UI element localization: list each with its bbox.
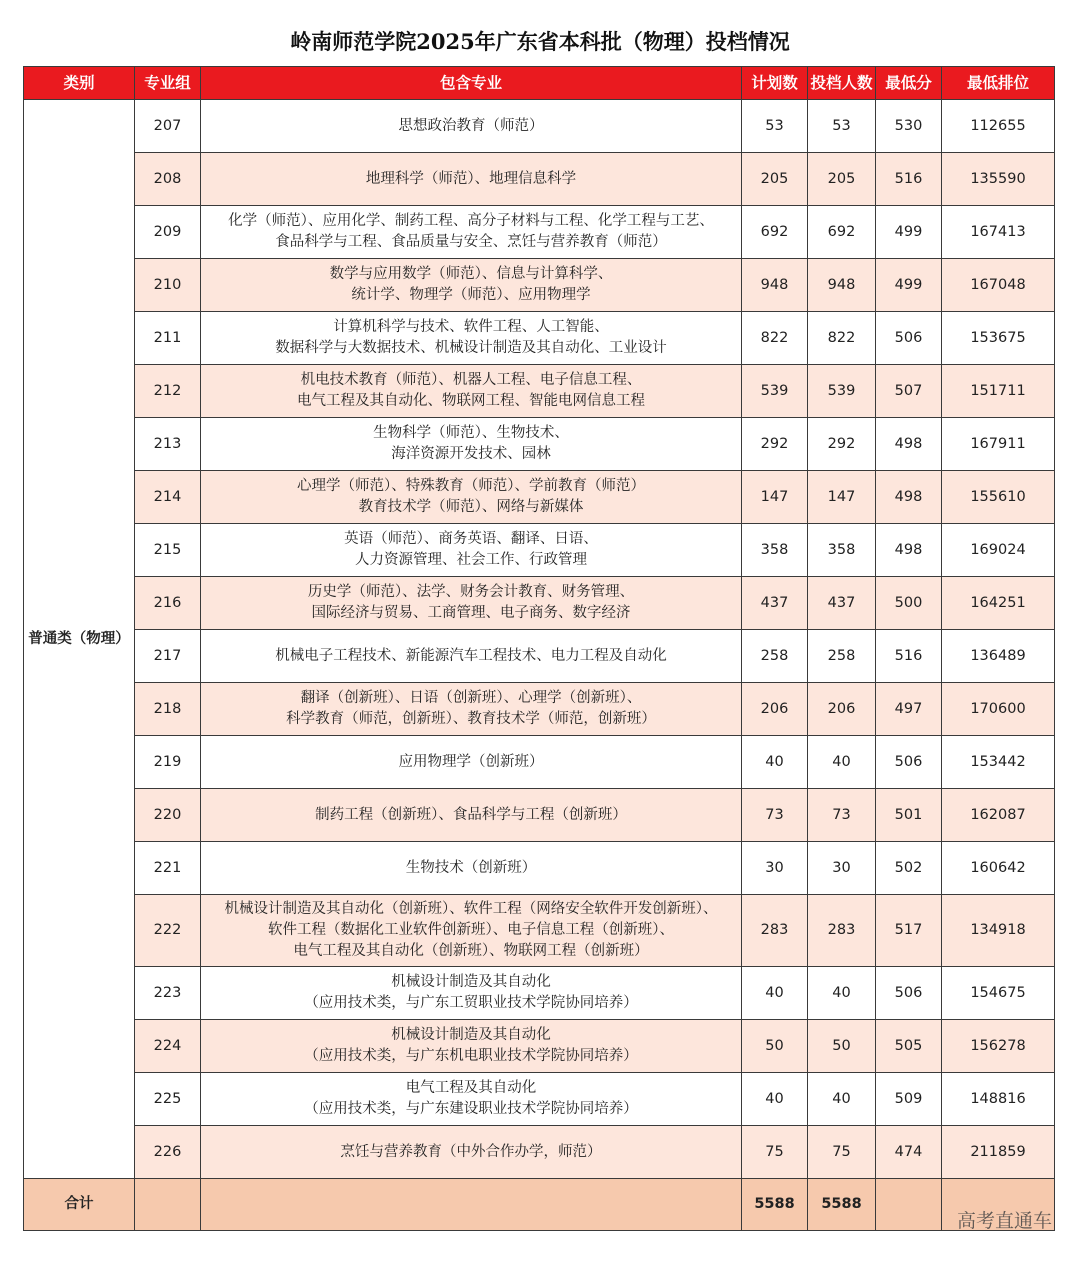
plan-cell: 206	[742, 683, 808, 736]
admitted-cell: 283	[808, 895, 876, 967]
min-rank-cell: 153675	[942, 312, 1055, 365]
majors-cell: 生物技术（创新班）	[201, 842, 742, 895]
header-group: 专业组	[135, 67, 201, 100]
min-rank-cell: 155610	[942, 471, 1055, 524]
admitted-cell: 822	[808, 312, 876, 365]
total-plan: 5588	[742, 1179, 808, 1231]
plan-cell: 53	[742, 100, 808, 153]
plan-cell: 73	[742, 789, 808, 842]
min-score-cell: 502	[876, 842, 942, 895]
plan-cell: 205	[742, 153, 808, 206]
admission-table	[23, 66, 1055, 1231]
plan-cell: 292	[742, 418, 808, 471]
min-rank-cell: 167413	[942, 206, 1055, 259]
group-cell: 208	[135, 153, 201, 206]
admitted-cell: 205	[808, 153, 876, 206]
group-cell: 212	[135, 365, 201, 418]
table-row	[24, 524, 1055, 577]
table-row	[24, 789, 1055, 842]
plan-cell: 692	[742, 206, 808, 259]
total-empty-group	[135, 1179, 201, 1231]
min-score-cell: 516	[876, 630, 942, 683]
admitted-cell: 40	[808, 1073, 876, 1126]
table-row	[24, 577, 1055, 630]
min-rank-cell: 156278	[942, 1020, 1055, 1073]
min-rank-cell: 167911	[942, 418, 1055, 471]
table-row	[24, 471, 1055, 524]
header-majors: 包含专业	[201, 67, 742, 100]
min-rank-cell: 167048	[942, 259, 1055, 312]
table-row	[24, 312, 1055, 365]
majors-cell: 心理学（师范）、特殊教育（师范）、学前教育（师范） 教育技术学（师范）、网络与新媒体	[201, 471, 742, 524]
admitted-cell: 692	[808, 206, 876, 259]
majors-cell: 烹饪与营养教育（中外合作办学，师范）	[201, 1126, 742, 1179]
group-cell: 224	[135, 1020, 201, 1073]
min-score-cell: 499	[876, 206, 942, 259]
group-cell: 225	[135, 1073, 201, 1126]
majors-cell: 翻译（创新班）、日语（创新班）、心理学（创新班）、 科学教育（师范，创新班）、教育技术学（师范，创新班）	[201, 683, 742, 736]
min-score-cell: 500	[876, 577, 942, 630]
table-row	[24, 967, 1055, 1020]
table-row	[24, 100, 1055, 153]
group-cell: 213	[135, 418, 201, 471]
min-rank-cell: 136489	[942, 630, 1055, 683]
header-min-rank: 最低排位	[942, 67, 1055, 100]
min-score-cell: 498	[876, 524, 942, 577]
table-row	[24, 206, 1055, 259]
group-cell: 210	[135, 259, 201, 312]
group-cell: 222	[135, 895, 201, 967]
plan-cell: 539	[742, 365, 808, 418]
min-score-cell: 506	[876, 736, 942, 789]
table-row	[24, 153, 1055, 206]
group-cell: 209	[135, 206, 201, 259]
min-score-cell: 497	[876, 683, 942, 736]
admitted-cell: 53	[808, 100, 876, 153]
table-header-row	[24, 67, 1055, 100]
majors-cell: 机械设计制造及其自动化 （应用技术类，与广东工贸职业技术学院协同培养）	[201, 967, 742, 1020]
admitted-cell: 948	[808, 259, 876, 312]
admitted-cell: 258	[808, 630, 876, 683]
majors-cell: 化学（师范）、应用化学、制药工程、高分子材料与工程、化学工程与工艺、 食品科学与工程、食品质量与安全、烹饪与营养教育（师范）	[201, 206, 742, 259]
majors-cell: 机械设计制造及其自动化 （应用技术类，与广东机电职业技术学院协同培养）	[201, 1020, 742, 1073]
watermark: 高考直通车	[956, 1210, 1052, 1232]
min-rank-cell: 135590	[942, 153, 1055, 206]
min-rank-cell: 160642	[942, 842, 1055, 895]
group-cell: 211	[135, 312, 201, 365]
majors-cell: 机械设计制造及其自动化（创新班）、软件工程（网络安全软件开发创新班）、 软件工程（数据化工业软件创新班）、电子信息工程（创新班）、 电气工程及其自动化（创新班）、物联网工程（创新班）	[201, 895, 742, 967]
plan-cell: 40	[742, 736, 808, 789]
admitted-cell: 50	[808, 1020, 876, 1073]
plan-cell: 437	[742, 577, 808, 630]
plan-cell: 258	[742, 630, 808, 683]
plan-cell: 358	[742, 524, 808, 577]
total-empty-score	[876, 1179, 942, 1231]
admitted-cell: 539	[808, 365, 876, 418]
majors-cell: 机电技术教育（师范）、机器人工程、电子信息工程、 电气工程及其自动化、物联网工程、智能电网信息工程	[201, 365, 742, 418]
min-score-cell: 498	[876, 471, 942, 524]
plan-cell: 283	[742, 895, 808, 967]
min-rank-cell: 134918	[942, 895, 1055, 967]
table-row	[24, 259, 1055, 312]
table-row	[24, 1073, 1055, 1126]
group-cell: 215	[135, 524, 201, 577]
min-rank-cell: 164251	[942, 577, 1055, 630]
table-row	[24, 418, 1055, 471]
group-cell: 218	[135, 683, 201, 736]
plan-cell: 50	[742, 1020, 808, 1073]
min-score-cell: 509	[876, 1073, 942, 1126]
min-score-cell: 505	[876, 1020, 942, 1073]
admitted-cell: 30	[808, 842, 876, 895]
min-score-cell: 474	[876, 1126, 942, 1179]
table-row	[24, 842, 1055, 895]
plan-cell: 75	[742, 1126, 808, 1179]
min-rank-cell: 148816	[942, 1073, 1055, 1126]
admitted-cell: 358	[808, 524, 876, 577]
group-cell: 207	[135, 100, 201, 153]
page-title: 岭南师范学院2025年广东省本科批（物理）投档情况	[290, 29, 790, 54]
admitted-cell: 75	[808, 1126, 876, 1179]
category-cell: 普通类（物理）	[24, 100, 135, 1179]
table-row	[24, 630, 1055, 683]
group-cell: 220	[135, 789, 201, 842]
admitted-cell: 206	[808, 683, 876, 736]
majors-cell: 机械电子工程技术、新能源汽车工程技术、电力工程及自动化	[201, 630, 742, 683]
group-cell: 223	[135, 967, 201, 1020]
majors-cell: 应用物理学（创新班）	[201, 736, 742, 789]
min-score-cell: 507	[876, 365, 942, 418]
majors-cell: 计算机科学与技术、软件工程、人工智能、 数据科学与大数据技术、机械设计制造及其自动化、工业设计	[201, 312, 742, 365]
header-admitted: 投档人数	[808, 67, 876, 100]
majors-cell: 地理科学（师范）、地理信息科学	[201, 153, 742, 206]
majors-cell: 英语（师范）、商务英语、翻译、日语、 人力资源管理、社会工作、行政管理	[201, 524, 742, 577]
majors-cell: 制药工程（创新班）、食品科学与工程（创新班）	[201, 789, 742, 842]
total-empty-majors	[201, 1179, 742, 1231]
header-category: 类别	[24, 67, 135, 100]
min-score-cell: 506	[876, 312, 942, 365]
min-rank-cell: 162087	[942, 789, 1055, 842]
table-row	[24, 1020, 1055, 1073]
majors-cell: 思想政治教育（师范）	[201, 100, 742, 153]
table-body	[24, 100, 1055, 1179]
group-cell: 221	[135, 842, 201, 895]
total-label: 合计	[24, 1179, 135, 1231]
header-plan: 计划数	[742, 67, 808, 100]
table-row	[24, 895, 1055, 967]
group-cell: 216	[135, 577, 201, 630]
admitted-cell: 73	[808, 789, 876, 842]
table-row	[24, 1126, 1055, 1179]
admitted-cell: 40	[808, 736, 876, 789]
min-score-cell: 499	[876, 259, 942, 312]
plan-cell: 30	[742, 842, 808, 895]
majors-cell: 数学与应用数学（师范）、信息与计算科学、 统计学、物理学（师范）、应用物理学	[201, 259, 742, 312]
plan-cell: 948	[742, 259, 808, 312]
table-row	[24, 736, 1055, 789]
min-score-cell: 530	[876, 100, 942, 153]
plan-cell: 40	[742, 1073, 808, 1126]
min-score-cell: 517	[876, 895, 942, 967]
table-row	[24, 365, 1055, 418]
plan-cell: 147	[742, 471, 808, 524]
admitted-cell: 40	[808, 967, 876, 1020]
min-rank-cell: 153442	[942, 736, 1055, 789]
header-min-score: 最低分	[876, 67, 942, 100]
group-cell: 226	[135, 1126, 201, 1179]
min-score-cell: 498	[876, 418, 942, 471]
majors-cell: 生物科学（师范）、生物技术、 海洋资源开发技术、园林	[201, 418, 742, 471]
min-score-cell: 506	[876, 967, 942, 1020]
plan-cell: 822	[742, 312, 808, 365]
min-rank-cell: 112655	[942, 100, 1055, 153]
min-rank-cell: 170600	[942, 683, 1055, 736]
min-rank-cell: 169024	[942, 524, 1055, 577]
plan-cell: 40	[742, 967, 808, 1020]
group-cell: 214	[135, 471, 201, 524]
min-score-cell: 516	[876, 153, 942, 206]
min-rank-cell: 211859	[942, 1126, 1055, 1179]
admitted-cell: 147	[808, 471, 876, 524]
min-rank-cell: 154675	[942, 967, 1055, 1020]
admitted-cell: 437	[808, 577, 876, 630]
min-score-cell: 501	[876, 789, 942, 842]
min-rank-cell: 151711	[942, 365, 1055, 418]
total-admitted: 5588	[808, 1179, 876, 1231]
group-cell: 219	[135, 736, 201, 789]
admitted-cell: 292	[808, 418, 876, 471]
table-row	[24, 683, 1055, 736]
total-row	[24, 1179, 1055, 1231]
group-cell: 217	[135, 630, 201, 683]
majors-cell: 历史学（师范）、法学、财务会计教育、财务管理、 国际经济与贸易、工商管理、电子商务、数字经济	[201, 577, 742, 630]
majors-cell: 电气工程及其自动化 （应用技术类，与广东建设职业技术学院协同培养）	[201, 1073, 742, 1126]
